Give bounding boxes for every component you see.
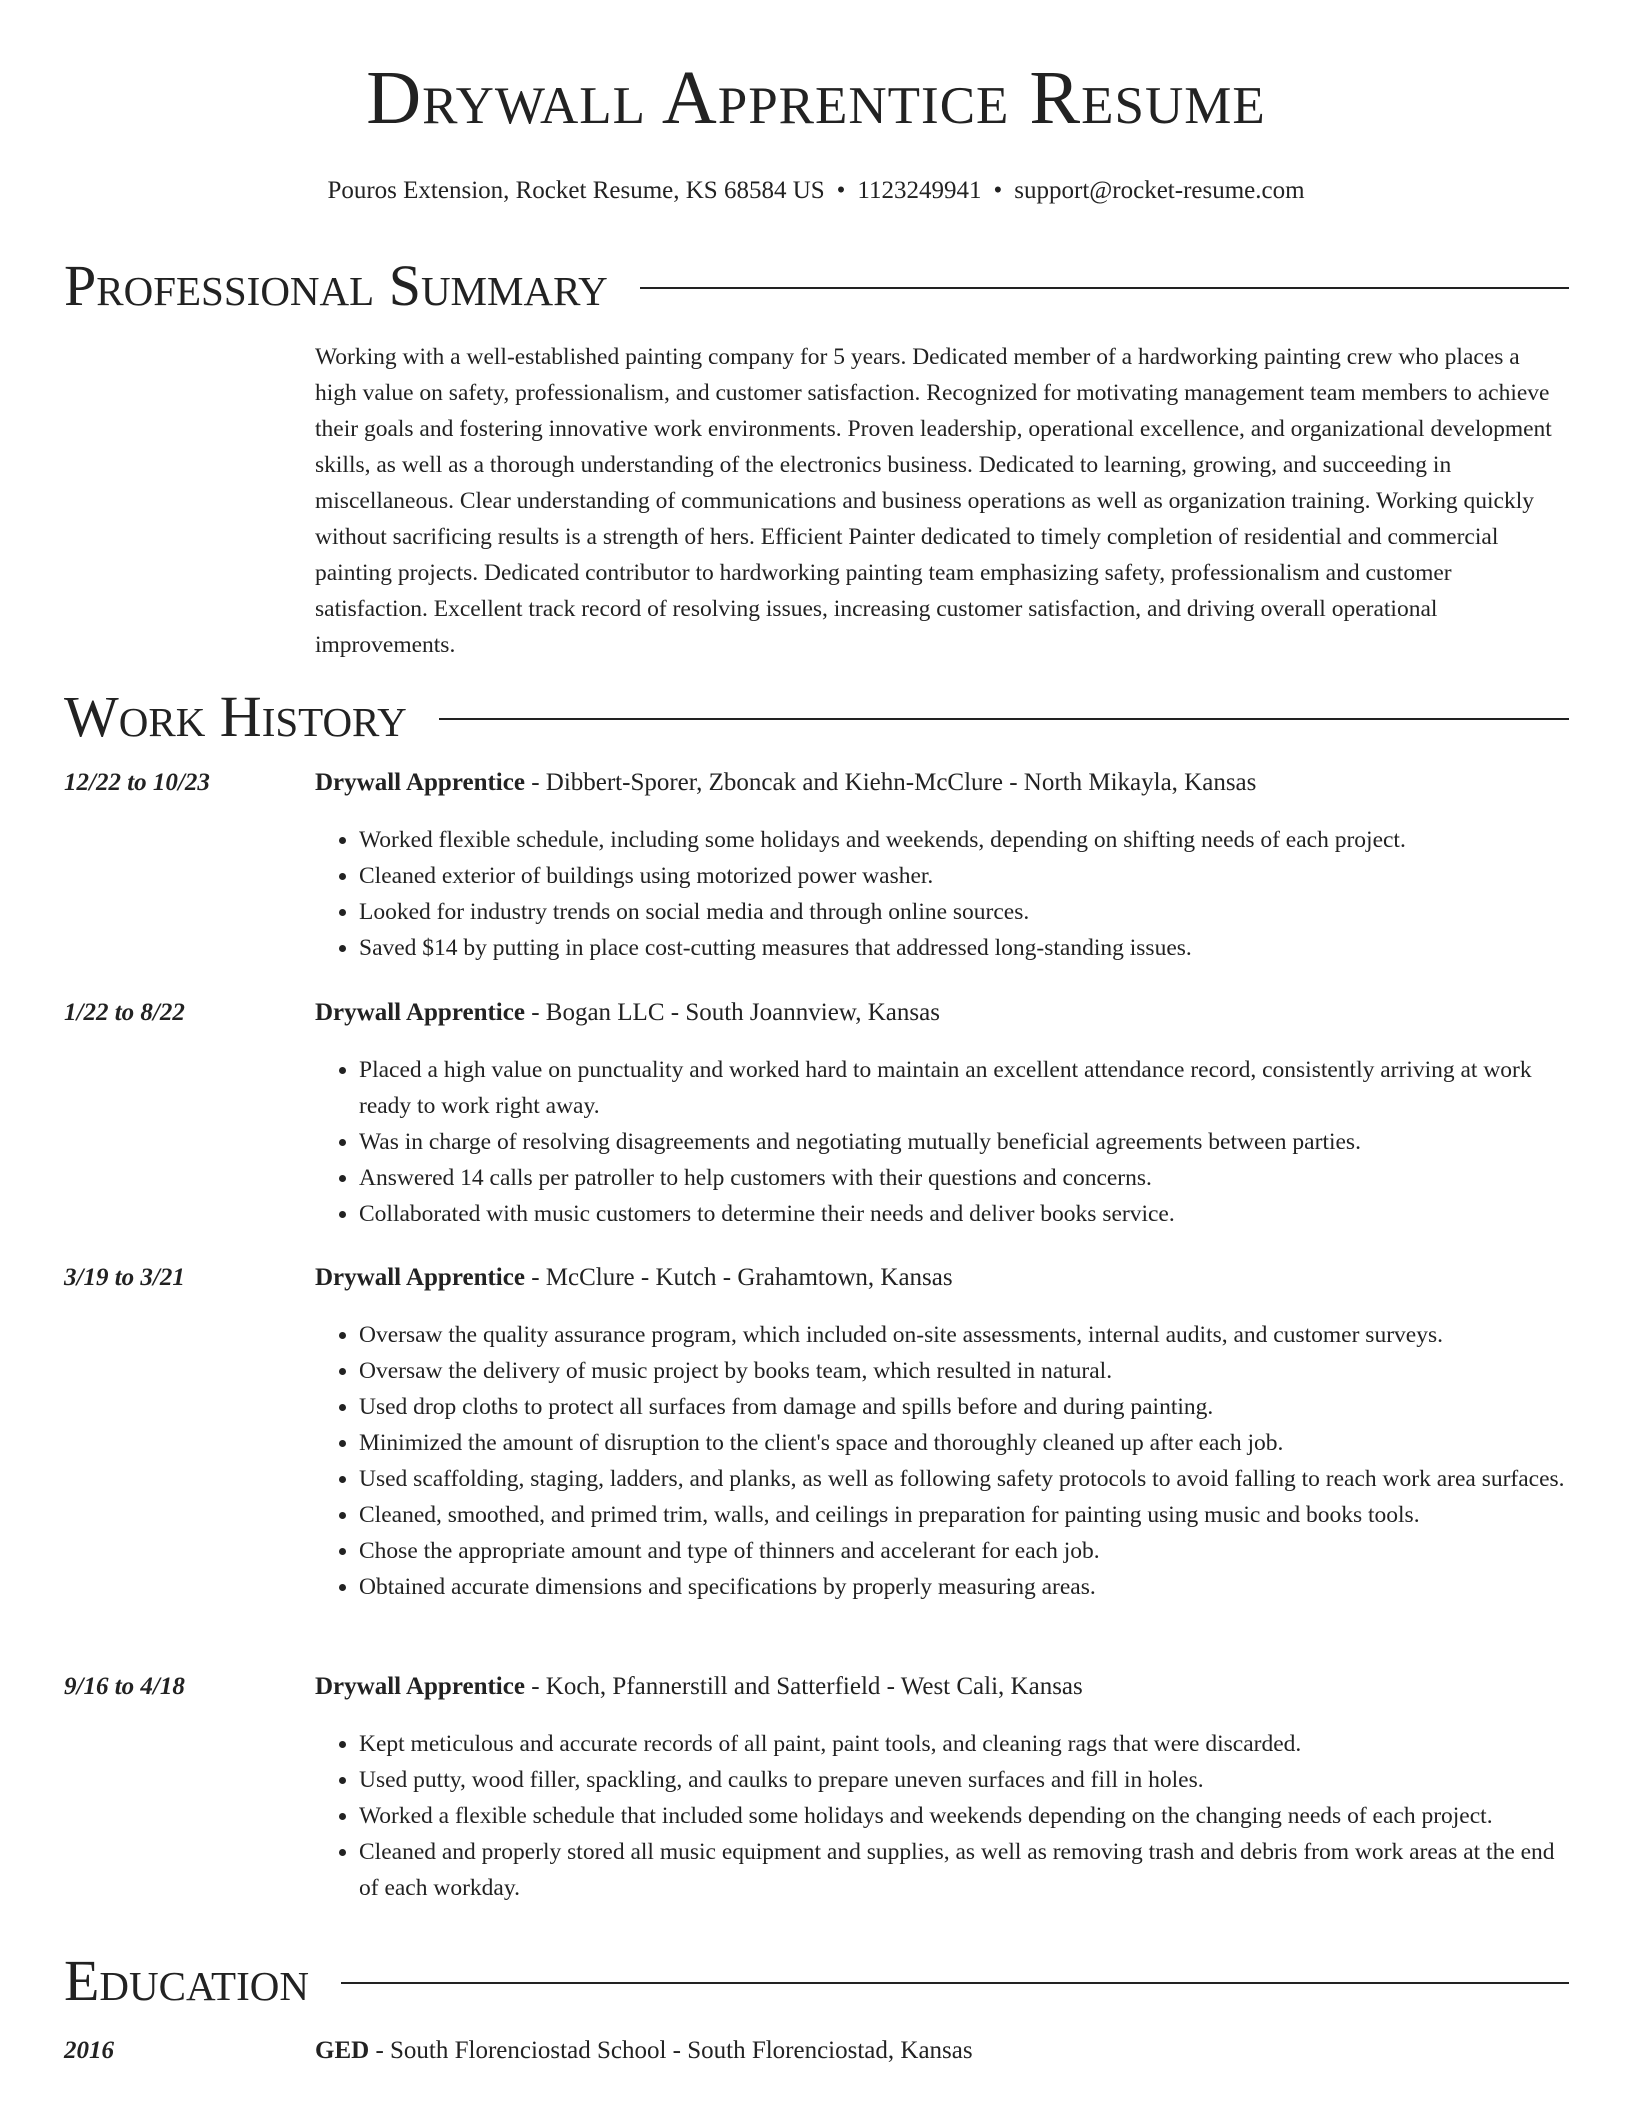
job-bullet: • Oversaw the delivery of music project by books team, which resulted in natural. — [359, 1353, 1574, 1389]
education-heading: Education — [64, 1948, 309, 2013]
job-bullet: • Cleaned exterior of buildings using motorized power washer. — [359, 858, 1574, 894]
job-bullets — [64, 1726, 1574, 1906]
job-title: Drywall Apprentice — [315, 1673, 525, 1700]
job-title: Drywall Apprentice — [315, 999, 525, 1026]
job-entry — [64, 998, 1574, 1232]
contact-separator: • — [993, 177, 1003, 204]
job-bullet: • Cleaned, smoothed, and primed trim, walls, and ceilings in preparation for painting using music and books tools. — [359, 1497, 1574, 1533]
job-heading — [315, 1672, 1574, 1702]
job-heading — [315, 998, 1574, 1028]
contact-email: support@rocket-resume.com — [1014, 177, 1305, 204]
summary-heading: Professional Summary — [64, 253, 608, 318]
education-degree: GED — [315, 2037, 370, 2064]
job-dates: 3/19 to 3/21 — [64, 1264, 185, 1291]
education-section-header — [64, 1948, 1569, 2013]
job-details: - McClure - Kutch - Grahamtown, Kansas — [524, 1264, 953, 1291]
job-entry — [64, 768, 1574, 966]
job-bullet: • Looked for industry trends on social media and through online sources. — [359, 894, 1574, 930]
education-entry — [64, 2036, 1574, 2066]
job-bullet: • Worked flexible schedule, including some holidays and weekends, depending on shifting needs of each project. — [359, 822, 1574, 858]
job-bullets — [64, 1052, 1574, 1232]
job-bullet: • Was in charge of resolving disagreements and negotiating mutually beneficial agreements between parties. — [359, 1124, 1574, 1160]
job-bullet: • Placed a high value on punctuality and worked hard to maintain an excellent attendance record, consistently arriving at work ready to work right away. — [359, 1052, 1574, 1124]
job-bullets — [64, 1317, 1574, 1605]
job-details: - Dibbert-Sporer, Zboncak and Kiehn-McClure - North Mikayla, Kansas — [524, 769, 1257, 796]
contact-separator: • — [836, 177, 846, 204]
summary-text: Working with a well-established painting company for 5 years. Dedicated member of a hardworking painting crew who places a high value on safety, professionalism, and customer satisfaction. Recognized for motivating management team members to achieve their goals and fostering innovative work environments. Proven leadership, operational excellence, and organizational development skills, as well as a thorough understanding of the electronics business. Dedicated to learning, growing, and succeeding in miscellaneous. Clear understanding of communications and business operations as well as organization training. Working quickly without sacrificing results is a strength of hers. Efficient Painter dedicated to timely completion of residential and commercial painting projects. Dedicated contributor to hardworking painting team emphasizing safety, professionalism and customer satisfaction. Excellent track record of resolving issues, increasing customer satisfaction, and driving overall operational improvements. — [315, 344, 1552, 658]
contact-line — [0, 176, 1632, 206]
job-heading — [315, 1263, 1574, 1293]
job-bullet: • Minimized the amount of disruption to the client's space and thoroughly cleaned up after each job. — [359, 1425, 1574, 1461]
job-entry — [64, 1672, 1574, 1906]
job-dates: 1/22 to 8/22 — [64, 999, 185, 1026]
education-heading-line — [315, 2036, 1574, 2066]
contact-phone: 1123249941 — [857, 177, 982, 204]
resume-title: Drywall Apprentice Resume — [366, 56, 1266, 140]
job-bullet: • Chose the appropriate amount and type of thinners and accelerant for each job. — [359, 1533, 1574, 1569]
job-bullet: • Used putty, wood filler, spackling, and caulks to prepare uneven surfaces and fill in holes. — [359, 1762, 1574, 1798]
job-bullets — [64, 822, 1574, 966]
job-bullet: • Oversaw the quality assurance program, which included on-site assessments, internal audits, and customer surveys. — [359, 1317, 1574, 1353]
job-bullet: • Cleaned and properly stored all music equipment and supplies, as well as removing trash and debris from work areas at the end of each workday. — [359, 1834, 1574, 1906]
job-bullet: • Obtained accurate dimensions and specifications by properly measuring areas. — [359, 1569, 1574, 1605]
job-bullet: • Used scaffolding, staging, ladders, and planks, as well as following safety protocols to avoid falling to reach work area surfaces. — [359, 1461, 1574, 1497]
work-heading: Work History — [64, 684, 407, 749]
work-section-header — [64, 684, 1569, 749]
job-dates: 9/16 to 4/18 — [64, 1673, 185, 1700]
job-bullet: • Worked a flexible schedule that included some holidays and weekends depending on the changing needs of each project. — [359, 1798, 1574, 1834]
contact-address: Pouros Extension, Rocket Resume, KS 68584 US — [327, 177, 825, 204]
section-divider — [439, 718, 1569, 720]
summary-section-header — [64, 253, 1569, 318]
job-dates: 12/22 to 10/23 — [64, 769, 210, 796]
job-title: Drywall Apprentice — [315, 769, 525, 796]
job-bullet: • Used drop cloths to protect all surfaces from damage and spills before and during painting. — [359, 1389, 1574, 1425]
job-bullet: • Kept meticulous and accurate records of all paint, paint tools, and cleaning rags that were discarded. — [359, 1726, 1574, 1762]
job-bullet: • Saved $14 by putting in place cost-cutting measures that addressed long-standing issues. — [359, 930, 1574, 966]
job-bullet: • Answered 14 calls per patroller to help customers with their questions and concerns. — [359, 1160, 1574, 1196]
job-heading — [315, 768, 1574, 798]
job-title: Drywall Apprentice — [315, 1264, 525, 1291]
job-details: - Koch, Pfannerstill and Satterfield - West Cali, Kansas — [524, 1673, 1083, 1700]
education-year: 2016 — [64, 2037, 114, 2064]
job-entry — [64, 1263, 1574, 1605]
job-bullet: • Collaborated with music customers to determine their needs and deliver books service. — [359, 1196, 1574, 1232]
section-divider — [640, 287, 1569, 289]
section-divider — [341, 1982, 1569, 1984]
education-details: - South Florenciostad School - South Florenciostad, Kansas — [369, 2037, 973, 2064]
job-details: - Bogan LLC - South Joannview, Kansas — [524, 999, 940, 1026]
